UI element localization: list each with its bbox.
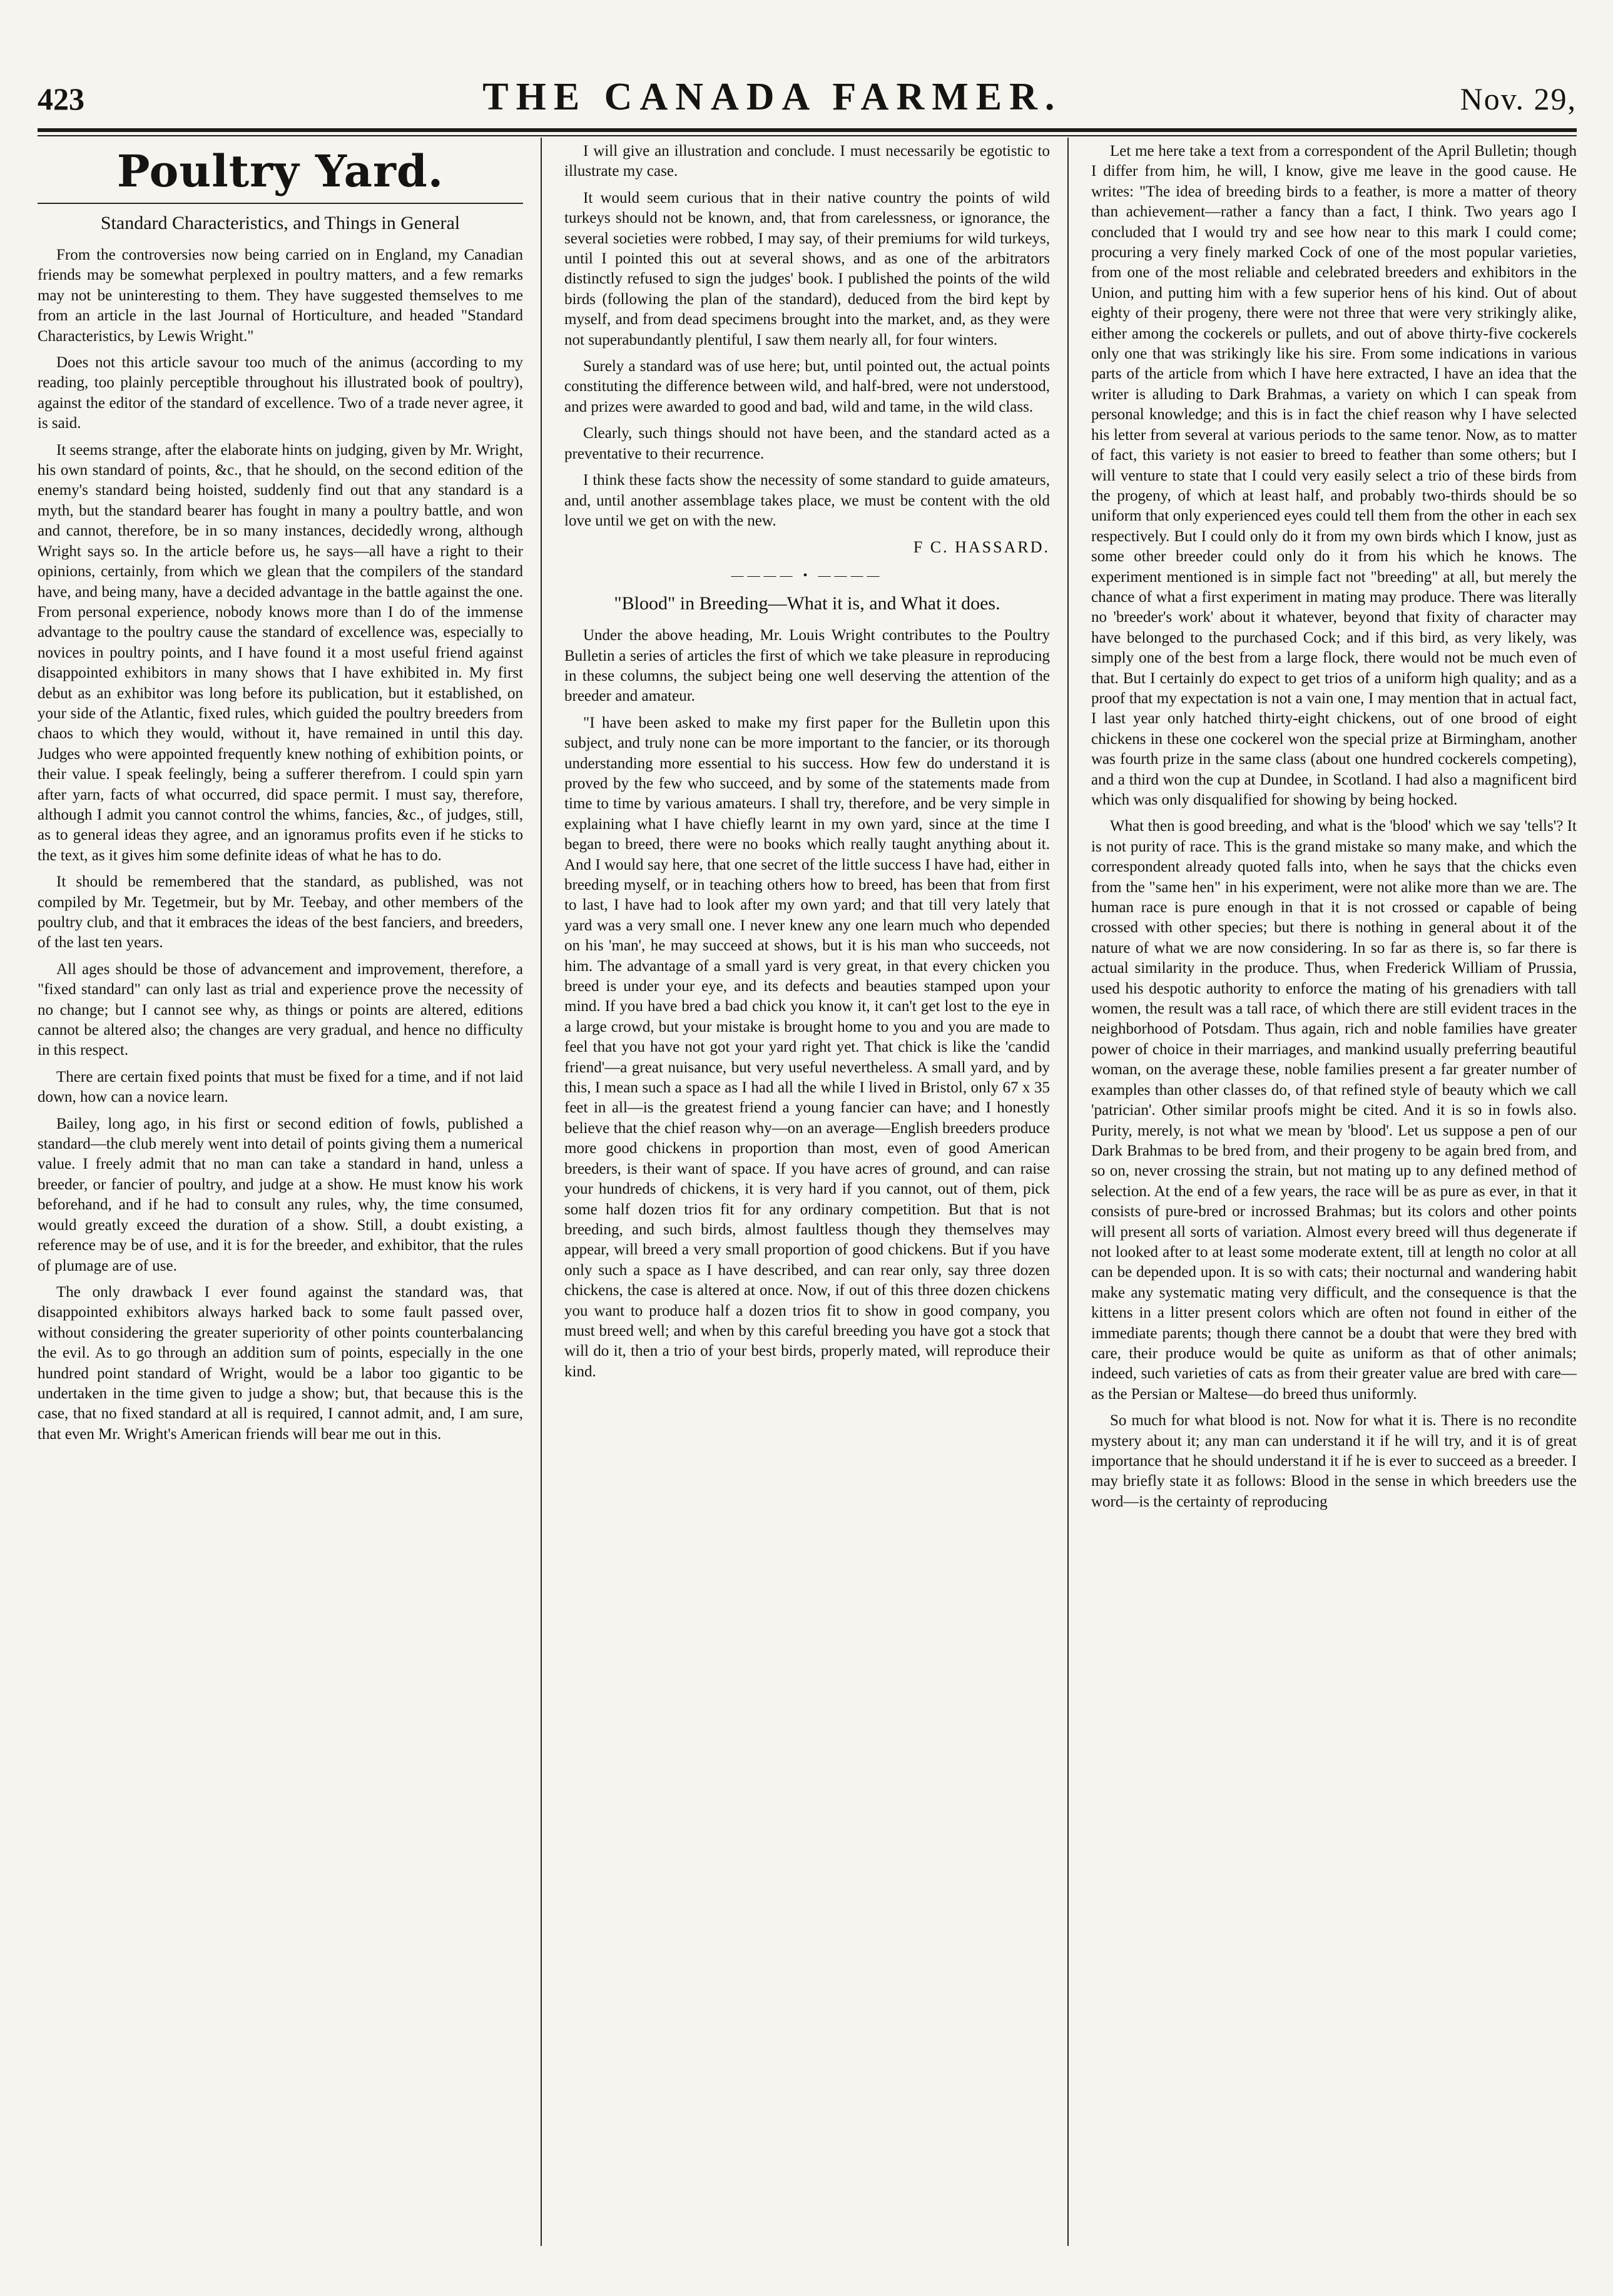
article-1-paragraph: It seems strange, after the elaborate hints on judging, given by Mr. Wright, his own standard of points, &c., that he should, on the second edition of the enemy's standard being hoisted, suddenly find out that any standard is a myth, but the standard bearer has fought in many a poultry battle, and won and cannot, therefore, be in so many instances, decidedly wrong, although Wright says so. In the article before us, he says—all have a right to their opinions, certainly, from which we glean that the compilers of the standard have, and being many, have a decided advantage in the battle against the one. From personal experience, nobody knows more than I do of the immense advantage to the poultry cause the standard of excellence was, especially to novices in poultry points, and I have found it a most useful friend against disappointed exhibitors in many shows that I have exhibited in. My first debut as an exhibitor was long before its publication, but it established, on your side of the Atlantic, fixed rules, which guided the poultry breeders from chaos to which they would, without it, have remained in until this day. Judges who were appointed frequently knew nothing of exhibition points, or their value. I speak feelingly, being a sufferer therefrom. I could spin yarn after yarn, facts of what occurred, did space permit. I must say, therefore, although I admit you cannot control the whims, fancies, &c., of judges, still, as to general ideas they agree, and an ignoramus profits even if he sticks to the text, as it gives him some definite ideas of what he has to do. (38, 441, 523, 864)
section-title: Poultry Yard. (116, 145, 444, 197)
header-rule-thin (38, 135, 1577, 136)
article-2-paragraph: "I have been asked to make my first paper for the Bulletin upon this subject, and truly none can be more important to the fancier, or its thorough understanding more essential to his success. How few do understand it is proved by the few who succeed, and by some of the statements made from time to time by various amateurs. I shall try, therefore, and be very simple in explaining what I have chiefly learnt in my own yard, since at the time I began to breed, there were no books which really taught anything about it. And I would say here, that one secret of the little success I have had, either in breeding myself, or in teaching others how to breed, has been that from first to last, I have had to look after my own yard; and that till very lately that yard was a very small one. I never knew any one learn much who depended on his 'man', he may succeed at shows, but it is his man who succeeds, not him. The advantage of a small yard is very great, in that every chicken you breed is under your eye, and its defects and beauties stamped upon your mind. If you have bred a bad chick you know it, it can't get lost to the eye in a large crowd, but your mistake is brought home to you and you are made to feel that you have not got your yard right yet. That chick is like the 'candid friend'—a great nuisance, but very useful nevertheless. A small yard, and by this, I mean such a space as I had all the while I lived in Bristol, only 67 x 35 feet in all—is the greatest friend a young fancier can have; and I honestly believe that the chief reason why—on an average—English breeders produce more good chickens in proportion than most, even of good American breeders, is their want of space. If you have acres of ground, and can raise your hundreds of chickens, it is very hard if you cannot, out of them, pick some half dozen trios fit for any ordinary competition. But that is not breeding, and such birds, almost faultless though they themselves may appear, will breed a very small proportion of good chickens. But if you have only such a space as I have described, and can rear only, say three dozen chickens, the case is altered at once. Now, if out of this three dozen chickens you want to produce half a dozen trios fit to show in good company, you must breed well; and when by this careful breeding you have got a stock that will do it, then a trio of your best birds, properly mated, will reproduce their kind. (564, 714, 1050, 1380)
article-1-paragraph: It would seem curious that in their native country the points of wild turkeys should not be known, and, that from carelessness, or ignorance, the several societies were robbed, I may say, of their premiums for wild turkeys, until I pointed this out at several shows, and as one of the arbitrators distinctly refused to sign the judges' book. I published the points of the wild birds (following the plan of the standard), deduced from the bird kept by myself, and from dead specimens brought into the market, and, as they were not superabundantly plentiful, I saw them nearly all, for four winters. (564, 189, 1050, 348)
column-2 (564, 141, 1050, 2243)
article-2-paragraph: What then is good breeding, and what is the 'blood' which we say 'tells'? It is not purity of race. This is the grand mistake so many make, and which the correspondent already quoted falls into, when he says that the chicks even from the "same hen" in his experiment, were not alike more than we are. The human race is pure enough in that it is not crossed or capable of being crossed with other species; but there is nothing in general about it of the nature of what we are now considering. In so far as there is, so far there is actual similarity in the produce. Thus, when Frederick William of Prussia, used his despotic authority to enforce the mating of his grenadiers with tall women, the result was a tall race, of which there are still evident traces in the neighborhood of Potsdam. Thus again, rich and noble families have greater power of choice in their marriages, and mankind usually preferring beautiful woman, on the average these, noble families present a far greater number of examples than other classes do, of that refined style of beauty which we call 'patrician'. Other similar proofs might be cited. And it is so in fowls also. Purity, merely, is not what we mean by 'blood'. Let us suppose a pen of our Dark Brahmas to be bred from, and their progeny to be again bred from, and so on, never crossing the strain, but not mating up to any defined method of selection. At the end of a few years, the race will be as pure as ever, in that it consists of pure-bred or incrossed Brahmas; but its colors and other points will present all sorts of variation. Almost every breed will thus degenerate if not looked after to at least some moderate extent, till at length no color at all can be depended upon. It is so with cats; their nocturnal and wandering habit make any systematic mating very difficult, and the consequence is that the kittens in a litter present colors which are often not found in either of the immediate parents; though there cannot be a doubt that were they bred with care, their produce would be quite as uniform as that of other animals; indeed, such varieties of cats as from their greater value are bred with care—as the Persian or Maltese—do breed thus uniformly. (1091, 818, 1577, 1403)
article-1-paragraph: Clearly, such things should not have been, and the standard acted as a preventative to their recurrence. (564, 425, 1050, 462)
column-divider-2 (1067, 138, 1069, 2246)
article-1-title: Standard Characteristics, and Things in General (100, 213, 460, 233)
article-divider: ———— • ———— (731, 568, 883, 582)
article-1-paragraph: All ages should be those of advancement and improvement, therefore, a "fixed standard" can only last as trial and experience prove the necessity of no change; but I cannot see why, as things or points are altered, editions cannot be altered also; the changes are very gradual, and hence no difficulty in this respect. (38, 960, 523, 1059)
article-2-paragraph: Let me here take a text from a correspondent of the April Bulletin; though I differ from him, he will, I know, give me leave in the good cause. He writes: "The idea of breeding birds to a feather, is more a matter of theory than achievement—rather a fancy than a fact, I think. Two years ago I concluded that I would try and see how near to this mark I could come; procuring a very finely marked Cock of one of the most popular varieties, from one of the most reliable and celebrated breeders and exhibitors in the Union, and putting him with a few superior hens of his kind. Out of about eighty of their progeny, there were not three that were very strikingly alike, either among the cockerels or pullets, and out of above thirty-five cockerels only one that was strikingly like his sire. From some indications in various parts of the article from which I have here extracted, I have an idea that the writer is alluding to Dark Brahmas, a variety on which I can speak from personal knowledge; and this is in fact the chief reason why I have selected his letter from several at various periods to the same tenor. Now, as to matter of fact, this variety is not easier to breed to feather than some others; but I will venture to state that I could very easily select a trio of these birds from the progeny, of which at least half, and probably two-thirds should be so uniform that only experienced eyes could tell them from the other in each sex respectively. But I could only do it from my own birds which I know, just as some other breeder could only do it from his which he knows. The experiment mentioned is in simple fact not "breeding" at all, but merely the chance of what a first experiment in mating may produce. There was literally no 'breeder's work' about it whatever, beyond that fixity of character may have belonged to the purchased Cock; and if this bird, as very likely, was simply one of the best from a large flock, there would not be much even of that. But I certainly do expect to get trios of a uniform high quality; and as a proof that my expectation is not a vain one, I may mention that in actual fact, I last year only hatched thirty-eight chickens, out of one brood of eight chickens in these one cockerel won the special prize at Birmingham, another was fourth prize in the same class (about one hundred cockerels competing), and a third won the cup at Dundee, in Scotland. I had also a magnificent bird which was only disqualified for showing by being hocked. (1091, 143, 1577, 808)
article-1-paragraph: There are certain fixed points that must be fixed for a time, and if not laid down, how can a novice learn. (38, 1068, 523, 1106)
article-2-paragraph: So much for what blood is not. Now for what it is. There is no recondite mystery about it; any man can understand it if he will try, and it is of great importance that he should understand it if he is ever to succeed as a breeder. I may briefly state it as follows: Blood in the sense in which breeders use the word—is the certainty of reproducing (1091, 1412, 1577, 1510)
article-1-paragraph: I will give an illustration and conclude. I must necessarily be egotistic to illustrate my case. (564, 143, 1050, 180)
article-1-paragraph: Does not this article savour too much of the animus (according to my reading, too plainly perceptible throughout his illustrated book of poultry), against the editor of the standard of excellence. Two of a trade never agree, it is said. (38, 354, 523, 432)
header-rule-thick (38, 128, 1577, 132)
article-2-paragraph: Under the above heading, Mr. Louis Wright contributes to the Poultry Bulletin a series of articles the first of which we take pleasure in reproducing in these columns, the subject being one well deserving the attention of the breeder and amateur. (564, 627, 1050, 705)
article-2-title: "Blood" in Breeding—What it is, and What it does. (614, 593, 1000, 614)
article-1-paragraph: From the controversies now being carried on in England, my Canadian friends may be somewhat perplexed in poultry matters, and a few remarks may not be uninteresting to them. They have suggested themselves to me from an article in the last Journal of Horticulture, and headed "Standard Characteristics, by Lewis Wright." (38, 246, 523, 345)
column-3 (1091, 141, 1577, 2243)
newspaper-title: THE CANADA FARMER. (482, 76, 1062, 118)
article-1-paragraph: The only drawback I ever found against the standard was, that disappointed exhibitors always harked back to some fault passed over, without considering the greater superiority of other points counterbalancing the evil. As to go through an addition sum of points, especially in the one hundred point standard of Wright, would be a labor too gigantic to be undertaken in the time given to judge a show; but, that because this is the case, that no fixed standard at all is required, I cannot admit, and, I am sure, that even Mr. Wright's American friends will bear me out in this. (38, 1283, 523, 1443)
article-1-paragraph: It should be remembered that the standard, as published, was not compiled by Mr. Tegetmeir, but by Mr. Teebay, and other members of the poultry club, and that it embraces the ideas of the best fanciers, and breeders, of the last ten years. (38, 873, 523, 952)
section-rule (38, 203, 523, 204)
issue-date: Nov. 29, (1460, 81, 1577, 116)
article-1-paragraph: Surely a standard was of use here; but, until pointed out, the actual points constituting the difference between wild, and half-bred, were not understood, and prizes were awarded to good and bad, wild and tame, in the wild class. (564, 358, 1050, 415)
article-1-author: F C. HASSARD. (913, 538, 1050, 557)
column-1 (38, 141, 523, 2243)
article-1-paragraph: I think these facts show the necessity of some standard to guide amateurs, and, until another assemblage takes place, we must be content with the old love until we get on with the new. (564, 472, 1050, 529)
column-divider-1 (541, 138, 542, 2246)
article-1-paragraph: Bailey, long ago, in his first or second edition of fowls, published a standard—the club merely went into detail of points giving them a numerical value. I freely admit that no man can take a standard in hand, unless a breeder, or fancier of poultry, and judge at a show. He must know his work beforehand, and if he had to consult any rules, why, the time consumed, would greatly exceed the duration of a show. Still, a doubt existing, a reference may be of use, and it is for the breeder, and exhibitor, that the rules of plumage are of use. (38, 1115, 523, 1274)
page-number: 423 (38, 81, 84, 116)
masthead (38, 75, 1577, 125)
